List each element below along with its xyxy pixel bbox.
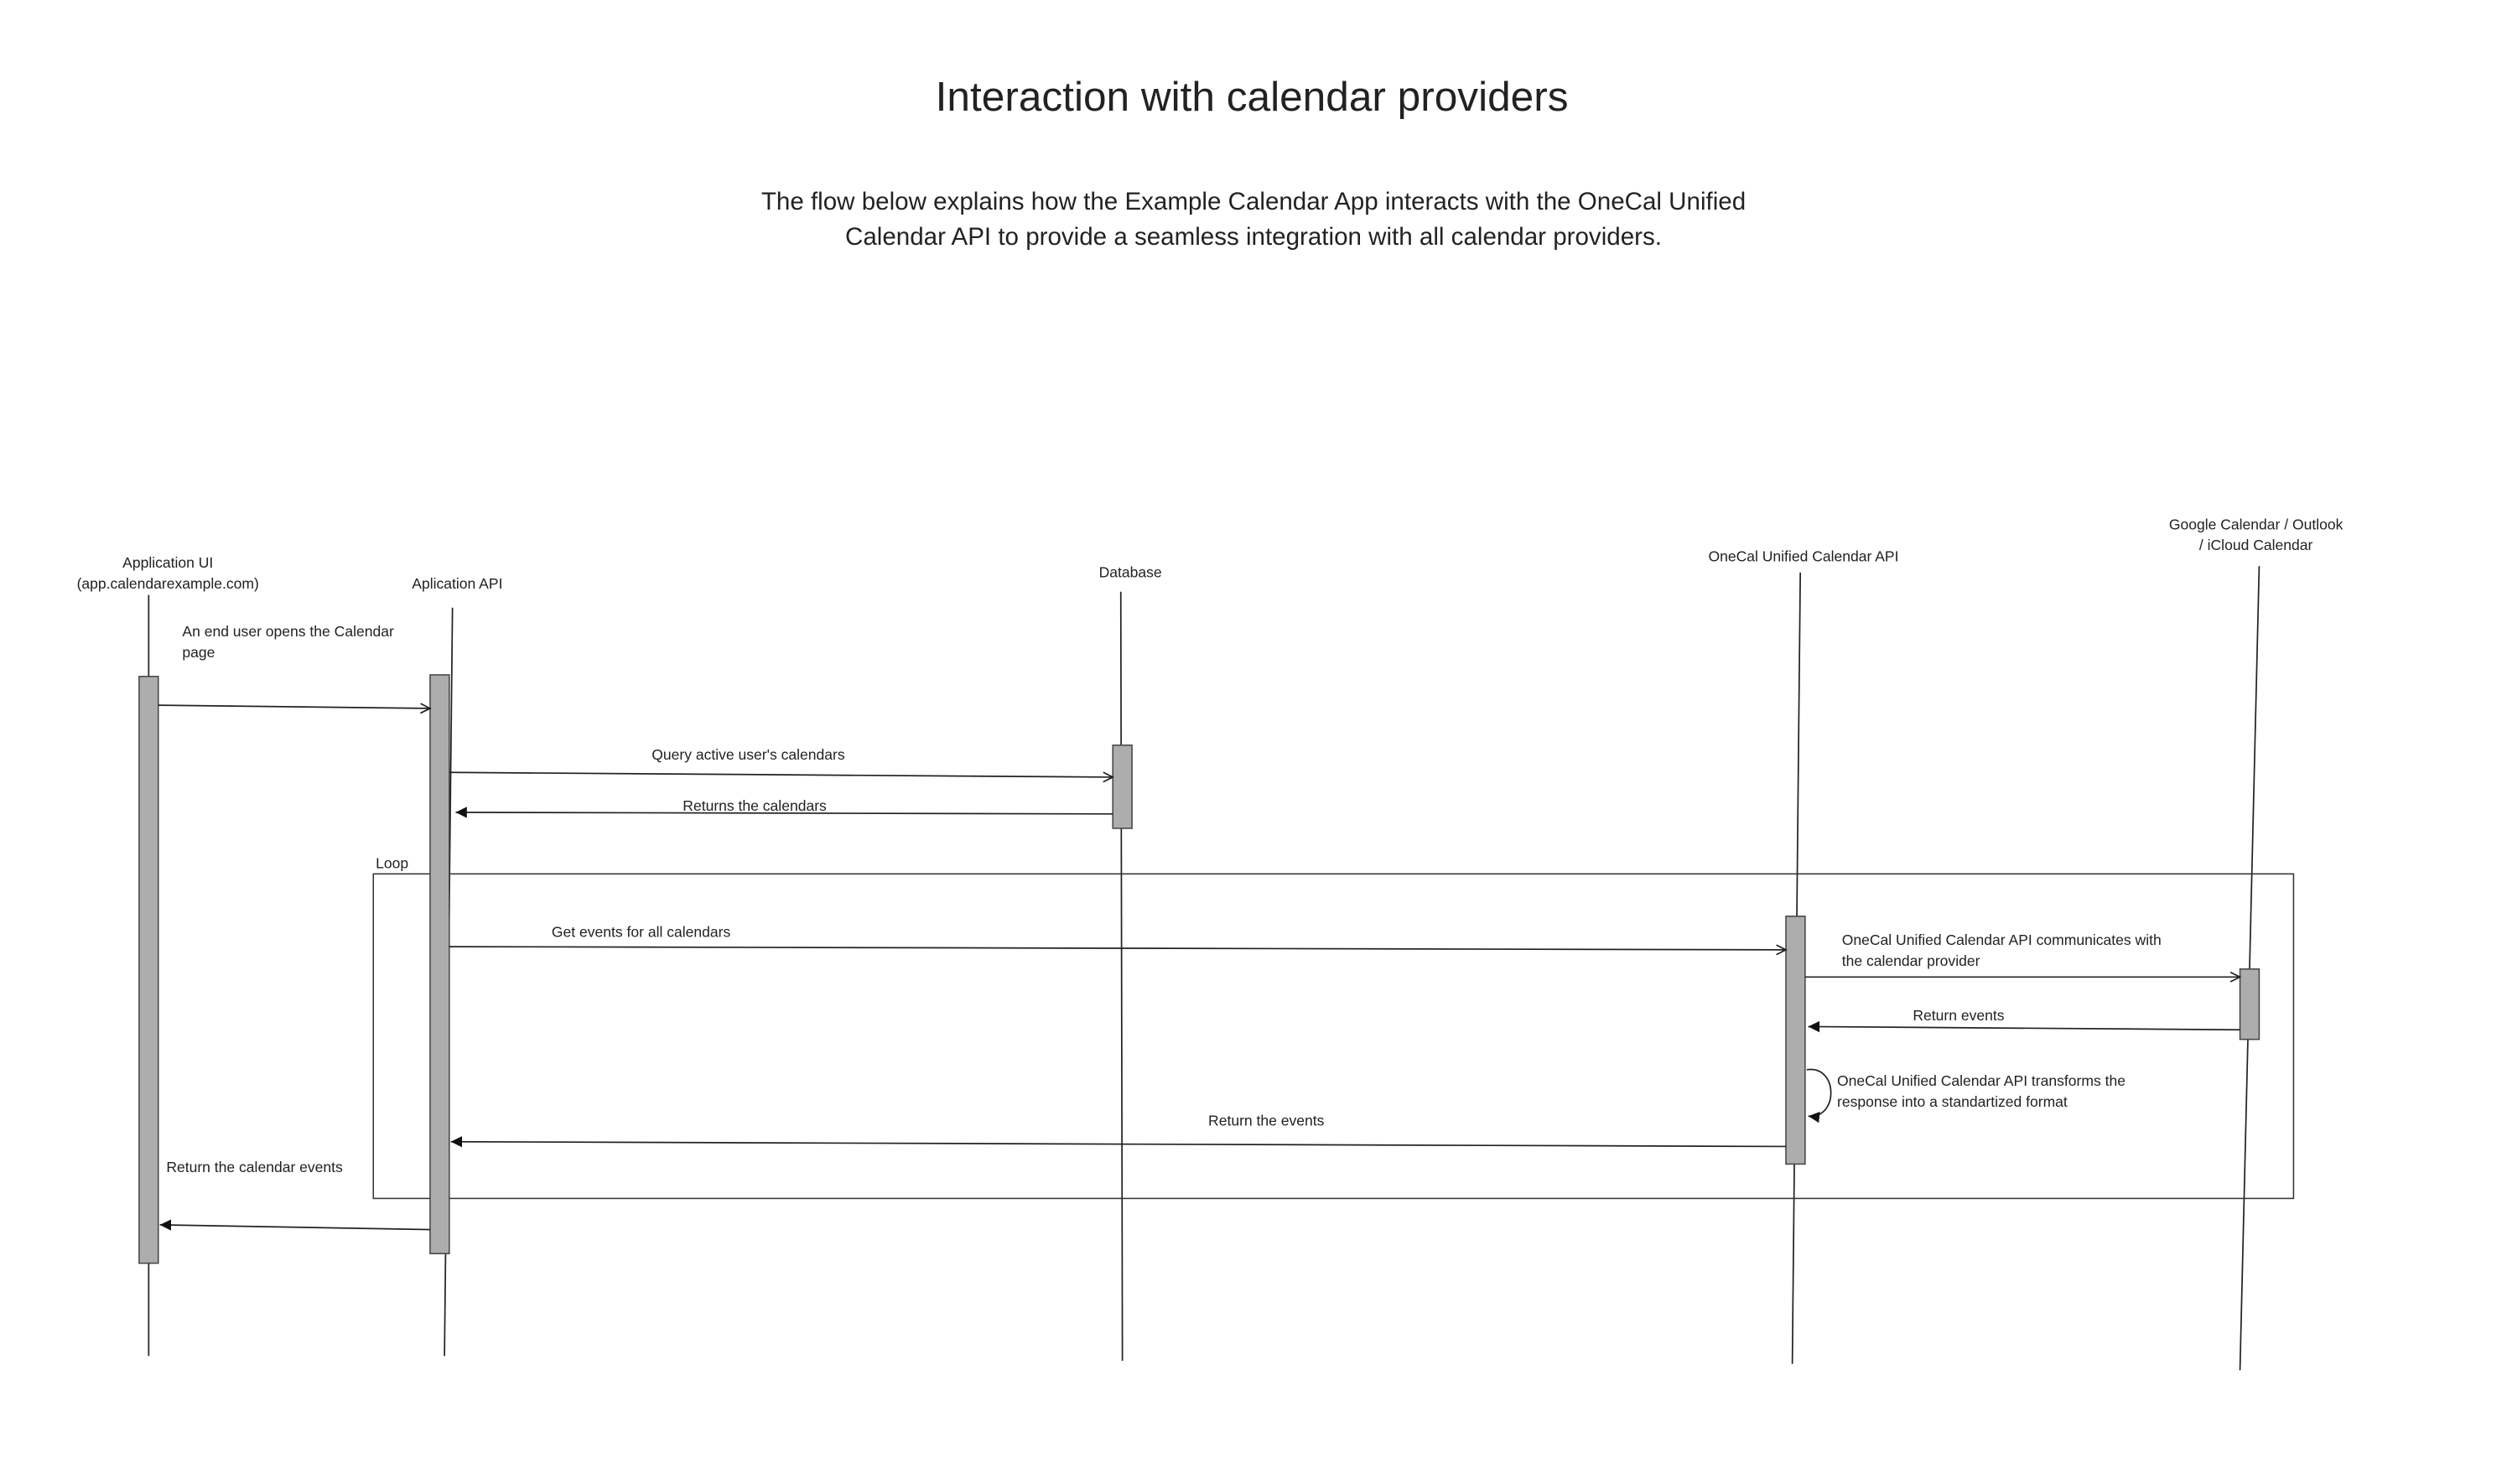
activation-application-ui [139, 677, 158, 1263]
loop-fragment [373, 874, 2293, 1198]
message-open-calendar [158, 623, 430, 708]
message-label: OneCal Unified Calendar API communicates with [1841, 931, 2162, 949]
message-arrow [158, 705, 430, 708]
self-message-arrow [1807, 1070, 1831, 1117]
message-label: the calendar provider [1841, 952, 1980, 969]
message-arrow [1809, 1026, 2240, 1030]
message-arrow [449, 772, 1113, 777]
message-label: Query active user's calendars [651, 745, 845, 763]
message-arrow [449, 947, 1786, 950]
message-communicate-provider [1805, 931, 2240, 977]
message-arrow [451, 1142, 1786, 1147]
participant-label: Google Calendar / Outlook [2168, 516, 2344, 533]
message-returns-calendars [455, 797, 1113, 814]
participant-application-api: Aplication API [412, 574, 503, 592]
message-query-calendars [449, 746, 1113, 777]
message-return-events-provider [1809, 1007, 2240, 1030]
lifeline-calendar-providers [2240, 566, 2260, 1370]
participant-calendar-providers [2169, 516, 2344, 553]
message-return-the-events [451, 1113, 1786, 1147]
lifeline-database [1121, 592, 1123, 1361]
loop-label: Loop [376, 854, 409, 872]
message-label: Return the events [1208, 1112, 1325, 1129]
message-return-calendar-events [160, 1159, 430, 1230]
subtitle-line-2: Calendar API to provide a seamless integration with all calendar providers. [845, 222, 1662, 251]
message-label: An end user opens the Calendar [182, 623, 394, 641]
message-label: Return events [1913, 1006, 2005, 1024]
activation-onecal-api [1786, 916, 1805, 1165]
page-title: Interaction with calendar providers [935, 72, 1569, 120]
message-get-events [449, 924, 1786, 950]
message-label: Returns the calendars [683, 796, 827, 814]
activation-calendar-providers [2240, 969, 2260, 1040]
activation-database [1113, 745, 1132, 828]
message-transform-self [1807, 1070, 2126, 1117]
participant-application-ui [77, 554, 259, 592]
message-arrow [160, 1225, 430, 1230]
message-label: response into a standartized format [1837, 1092, 2068, 1110]
activation-application-api [430, 675, 449, 1253]
participant-label: Application UI [122, 554, 214, 572]
message-label: Get events for all calendars [551, 923, 731, 941]
message-label: page [182, 643, 215, 661]
subtitle-line-1: The flow below explains how the Example Calendar App interacts with the OneCal Unified [760, 188, 1747, 216]
message-label: OneCal Unified Calendar API transforms the [1837, 1071, 2126, 1089]
participant-database: Database [1098, 563, 1162, 581]
message-label: Return the calendar events [166, 1158, 343, 1175]
participant-onecal-api: OneCal Unified Calendar API [1708, 547, 1899, 565]
participant-label: (app.calendarexample.com) [76, 574, 259, 592]
participant-label: / iCloud Calendar [2198, 537, 2313, 554]
